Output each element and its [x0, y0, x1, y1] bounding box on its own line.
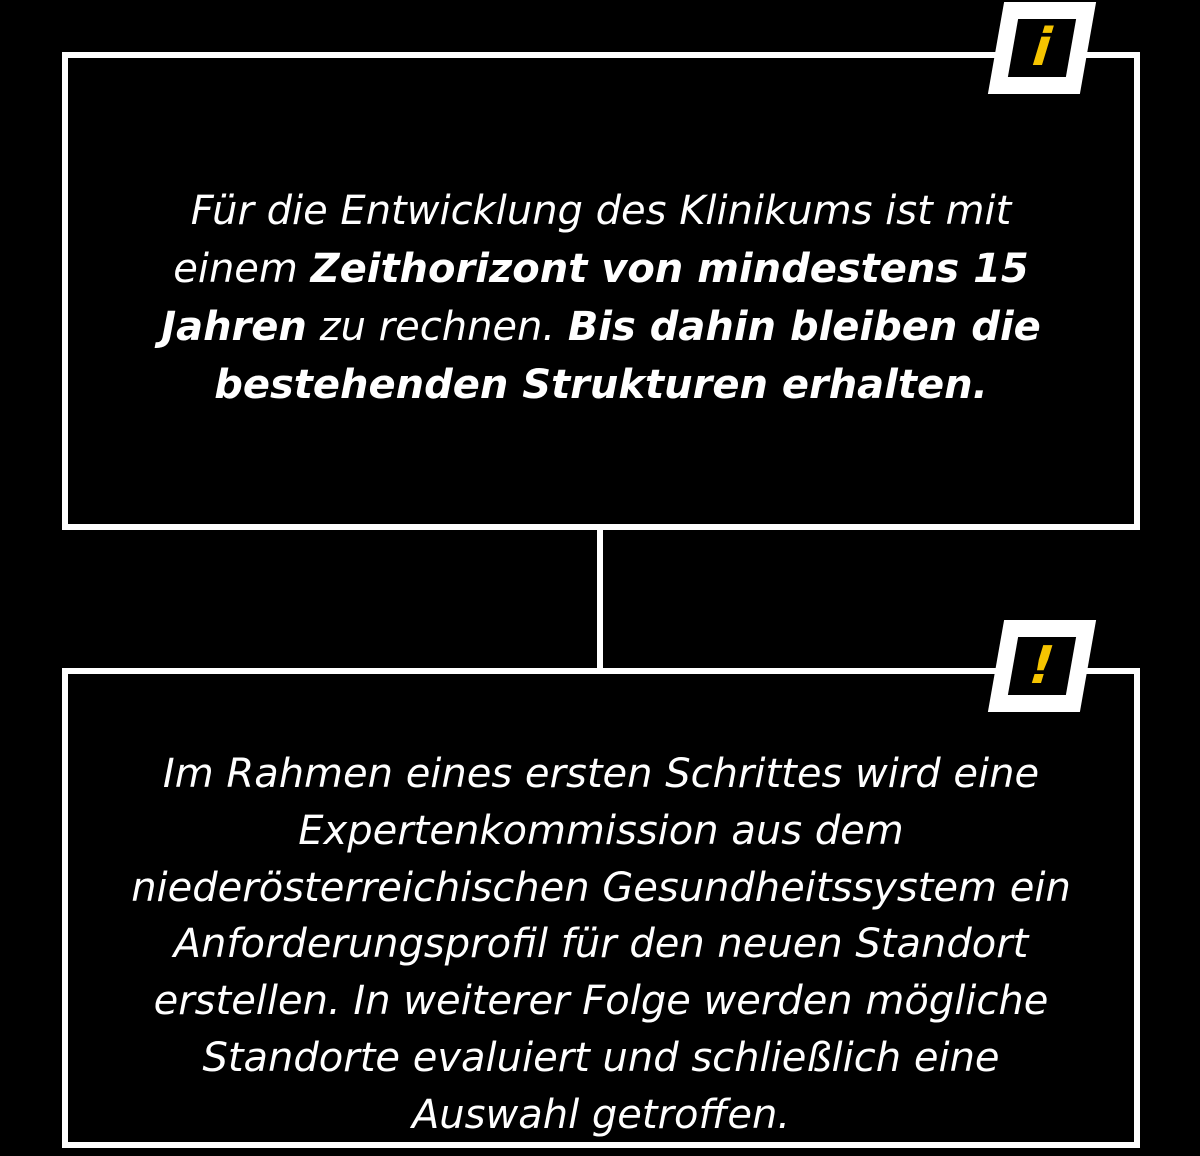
info-icon	[988, 2, 1096, 94]
info-icon-inner	[1008, 19, 1076, 77]
warning-panel-text	[68, 746, 1134, 1144]
info-text-part-1: Für die Entwicklung des Klinikums ist mit einem	[173, 188, 1012, 292]
info-panel	[62, 52, 1140, 530]
panel-connector-line	[597, 530, 603, 670]
info-text-part-4: Bis dahin bleiben die bestehenden Strukturen erhalten.	[214, 304, 1041, 408]
warning-text-part-1: Im Rahmen eines ersten Schrittes wird eine Expertenkommission aus dem niederösterreichischen Gesundheitssystem ein Anforderungsprofil für den neuen Standort erstellen. In weiterer Folge werden mögliche Standorte evaluiert und schließlich eine Auswahl getroffen.	[131, 751, 1071, 1138]
warning-panel	[62, 668, 1140, 1148]
info-text-part-2: Zeithorizont von mindestens 15 Jahren	[161, 246, 1029, 350]
info-text-part-3: zu rechnen.	[306, 304, 568, 350]
exclamation-icon-inner	[1008, 637, 1076, 695]
info-panel-text	[68, 182, 1134, 414]
exclamation-icon-glyph: !	[1026, 636, 1058, 696]
exclamation-icon	[988, 620, 1096, 712]
info-icon-glyph: i	[1029, 18, 1055, 78]
